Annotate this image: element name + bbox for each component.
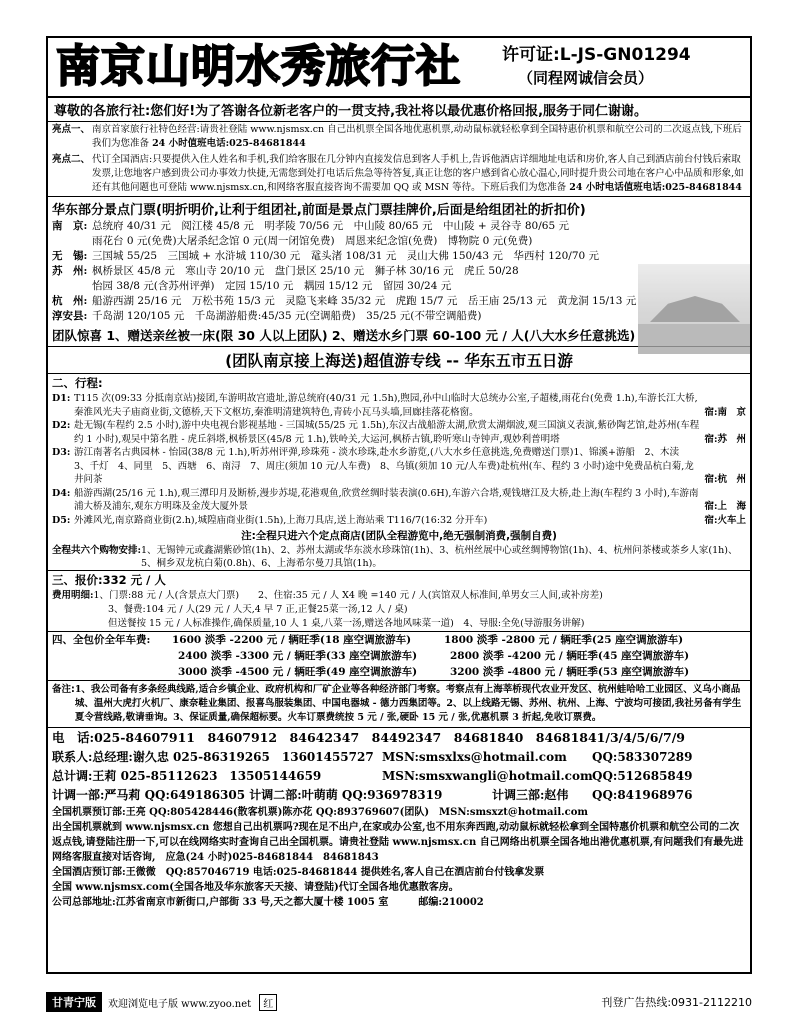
highlight-text: 南京首家旅行社特色经营:请贵社登陆 www.njsmsx.cn 自己出机票全国各地优惠机票,动动鼠标就轻松拿到全国特惠价机票和航空公司的二次返点钱,下班后我们为您准备	[92, 124, 742, 149]
itinerary-day	[48, 446, 750, 487]
contact-name: 计调一部:严马莉 QQ:649186305 计调二部:叶萌萌 QQ:936978319	[52, 788, 443, 802]
ticket-prices: 枫桥景区 45/8 元 寒山寺 20/10 元 盘门景区 25/10 元 狮子林 30/16 元 虎丘 50/28	[92, 265, 519, 277]
highlight-1	[48, 122, 750, 152]
fee-label: 费用明细:	[52, 590, 94, 601]
ticket-city	[52, 234, 92, 249]
hotel-booking: 全国酒店预订部:王微微 QQ:857046719 电话:025-84681844 提供姓名,客人自己在酒店前台付钱拿发票	[52, 867, 545, 878]
ticket-city: 南 京:	[52, 220, 88, 232]
contact-name: 总计调:王莉 025-85112623 13505144659	[52, 769, 322, 783]
header	[48, 38, 750, 98]
ticket-center: 全国机票预订部:王亮 QQ:805428446(散客机票)陈亦花 QQ:893769607(团队) MSN:smsxzt@hotmail.com	[52, 807, 588, 818]
company-address: 公司总部地址:江苏省南京市新街口,户部街 33 号,天之都大厦十楼 1005 室 邮编:210002	[52, 897, 484, 908]
highlight-hotline: 24 小时电话值班电话:025-84681844	[569, 182, 742, 193]
itinerary-day	[48, 514, 750, 528]
contact-qq: QQ:841968976	[592, 788, 693, 802]
ticket-row	[48, 249, 750, 264]
charter-price: 3000 淡季 -4500 元 / 辆旺季(49 座空调旅游车)	[178, 666, 418, 678]
day-stay: 宿:上 海	[704, 501, 746, 512]
remarks-text: 1、我公司备有多条经典线路,适合乡镇企业、政府机构和厂矿企业等各种经济部门考察。考察点有上海莘桥现代农业开发区、杭州蛙哈哈工业园区、义乌小商品城、温州大虎打火机厂、康奈鞋业集团、报喜鸟服装集团、中国电器城 - 德力西集团等。2、以上线路无锡、苏州、杭州、上海、宁波均可接团,我社另备有学生夏令营线路,敬请垂询。3、保证质量,确保超标要。火车订票费统按 5 元 / 张,硬卧 15 元 / 张,优惠机票 3 折起,免收订票费。	[74, 684, 742, 723]
ticket-city: 无 锡:	[52, 250, 88, 262]
charter-price: 2400 淡季 -3300 元 / 辆旺季(33 座空调旅游车)	[178, 650, 418, 662]
ticket-prices: 船游西湖 25/16 元 万松书苑 15/3 元 灵隐飞来峰 35/32 元 虎跑 15/7 元 岳王庙 25/13 元 黄龙洞 15/13 元	[92, 295, 637, 307]
ticket-city: 苏 州:	[52, 265, 88, 277]
footer-text: 欢迎浏览电子版 www.zyoo.net	[108, 998, 252, 1010]
contact-name: 联系人:总经理:谢久忠 025-86319265 13601455727	[52, 750, 374, 764]
day-stay: 宿:杭 州	[704, 474, 746, 485]
day-stay: 宿:火车上	[704, 514, 746, 526]
highlight-2	[48, 152, 750, 196]
charter-label: 四、全包价全年车费:	[52, 634, 151, 646]
day-text: T115 次(09:33 分抵南京站)接团,车游明故宫遗址,游总统府(40/31 元 1.5h),煦园,孙中山临时大总统办公室,子超楼,雨花台(免费 1.h),车游长江大桥,秦淮风光夫子庙商业街,文德桥,天下文枢坊,秦淮明清建筑特色,青砖小瓦马头墙,回廊挂落花格窗。	[74, 393, 698, 418]
ticket-section-title: 华东部分景点门票(明折明价,让利于组团社,前面是景点门票挂牌价,后面是给组团社的折扣价)	[52, 203, 586, 218]
contact-msn: MSN:smsxlxs@hotmail.com	[382, 750, 567, 764]
contact-name: 计调三部:赵伟	[492, 788, 569, 802]
remarks	[48, 681, 750, 727]
contact-depts	[48, 786, 750, 805]
ticket-prices: 雨花台 0 元(免费)大屠杀纪念馆 0 元(周一闭馆免费) 周恩来纪念馆(免费) 博物院 0 元(免费)	[92, 235, 533, 247]
day-label: D5:	[52, 514, 71, 526]
day-text: 船游西湖(25/16 元 1.h),观三潭印月及断桥,漫步苏堤,花港观鱼,欣赏丝绸时装表演(0.6H),车游六合塔,观钱塘江及大桥,赴上海(车程约 3 小时),车游南浦大桥及浦东,观东方明珠及金茂大厦外景	[74, 487, 699, 512]
day-text: 赴无锡(车程约 2.5 小时),游中央电视台影视基地 - 三国城(55/25 元 1.5h),东汉古战船游太湖,欣赏太湖烟波,观三国演义表演,紫砂陶艺馆,赴苏州(车程约 1 小时),观吴中第名胜 - 虎丘斜塔,枫桥景区(45/8 元 1.h),铁岭关,大运河,枫桥古镇,聆听寒山寺钟声,观妙利普明塔	[74, 420, 700, 445]
itinerary-day	[48, 392, 750, 419]
shopping-label: 全程共六个购物安排:	[52, 545, 142, 556]
ticket-promo: 出全国机票就到 www.njsmsx.cn 您想自己出机票吗?现在足不出户,在家或办公室,也不用东奔西跑,动动鼠标就轻松拿到全国特惠价机票和航空公司的二次返点钱,请登陆注册一下,可以在线网络实时查询自己出全国机票。请贵社登陆 www.njsmsx.cn 自己网络出机票全国各地出港优惠机票,有问题我们有最先进网络客服直接对话咨询, 应急(24 小时)025-84681844 84681843	[52, 822, 744, 863]
ticket-row	[48, 219, 750, 234]
itinerary-day	[48, 419, 750, 446]
highlight-label: 亮点二、	[52, 154, 91, 165]
charter-row	[48, 648, 750, 664]
day-label: D3:	[52, 447, 71, 458]
site-info: 全国 www.njsmsx.com(全国各地及华东旅客天天接、请登陆)代订全国各地优惠散客房。	[52, 882, 459, 893]
charter-price: 1800 淡季 -2800 元 / 辆旺季(25 座空调旅游车)	[444, 634, 684, 646]
fee-text: 3、餐费:104 元 / 人(29 元 / 人天,4 早 7 正,正餐25菜一汤,12 人 / 桌)	[108, 604, 408, 615]
phone-line: 电 话:025-84607911 84607912 84642347 84492347 84681840 84681841/3/4/5/6/7/9	[52, 730, 685, 745]
shopping-items: 1、无锡钟元或鑫湖紫砂馆(1h)、2、苏州太湖或华东淡水珍珠馆(1h)、3、杭州丝展中心或丝绸博物馆(1h)、4、杭州问茶楼或茶乡人家(1h)、5、桐乡双龙杭白菊(0.8h)、6、上海希尔曼刀具馆(1h)。	[141, 545, 738, 569]
itinerary-day	[48, 487, 750, 514]
day-text: 游江南著名古典园林 - 怡园(38/8 元 1.h),听苏州评弹,珍珠苑 - 淡水珍珠,赴水乡游览,(八大水乡任意挑选,免费赠送门票)1、锦溪+游船 2、木渎 3、千灯 4、同里 5、西塘 6、南浔 7、周庄(须加 10 元/人车费) 8、乌镇(须加 10 元/人车费)赴杭州(车、程约 3 小时)途中免费品杭白菊,龙井问茶	[74, 447, 694, 485]
ad-sheet	[46, 36, 752, 974]
color-tag: 红	[259, 994, 277, 1011]
highlight-hotline: 24 小时值班电话:025-84681844	[152, 138, 306, 149]
day-stay: 宿:苏 州	[704, 433, 746, 445]
itinerary-label: 二、行程:	[52, 376, 103, 390]
day-stay: 宿:南 京	[704, 406, 746, 418]
charter-price: 1600 淡季 -2200 元 / 辆旺季(18 座空调旅游车)	[172, 634, 412, 646]
fee-text: 但送餐按 15 元 / 人标准操作,确保质量,10 人 1 桌,八菜一汤,赠送各地风味菜一道) 4、导服:全免(导游服务讲解)	[108, 618, 585, 629]
day-label: D4:	[52, 487, 71, 499]
ticket-prices: 三国城 55/25 三国城 + 水浒城 110/30 元 鼋头渚 108/31 元 灵山大佛 150/43 元 华西村 120/70 元	[92, 250, 600, 262]
highlight-label: 亮点一、	[52, 124, 91, 135]
scenery-photo	[638, 264, 750, 354]
member-badge: （同程网诚信会员）	[518, 69, 654, 87]
ticket-prices: 怡园 38/8 元(含苏州评弹) 定园 15/10 元 耦园 15/12 元 留园 30/24 元	[92, 280, 452, 292]
shopping-list	[48, 544, 750, 570]
day-text: 外滩风光,南京路商业街(2.h),城隍庙商业街(1.5h),上海刀具店,送上海站乘 T116/7(16:32 分开车)	[74, 514, 488, 526]
contact-qq: QQ:512685849	[592, 769, 693, 783]
ticket-city: 杭 州:	[52, 295, 88, 307]
highlight-text: 代订全国酒店:只要提供入住人姓名和手机,我们给客服在几分钟内直接发信息到客人手机上,告诉他酒店详细地址电话和房价,客人自己到酒店前台付钱后索取发票,让您地客户感到贵公司办事效力快捷,无需您到处打电话后焦急等待答复,真正让您的客户感到省心放心温心,同时提升贵公司地在客户心中品质和形象,如还有其他问题也可登陆 www.njsmsx.cn,和网络客服直接咨询不需要加 QQ 或 MSN 等待。下班后我们为您准备	[92, 154, 744, 193]
charter-price: 2800 淡季 -4200 元 / 辆旺季(45 座空调旅游车)	[450, 650, 690, 662]
ticket-city	[52, 279, 92, 294]
fee-line	[48, 589, 750, 603]
shopping-note: 注:全程只进六个定点商店(团队全程游览中,绝无强制消费,强制自费)	[241, 530, 557, 542]
ticket-prices: 总统府 40/31 元 阅江楼 45/8 元 明孝陵 70/56 元 中山陵 80/65 元 中山陵 + 灵谷寺 80/65 元	[92, 220, 569, 232]
greeting: 尊敬的各旅行社:您们好!为了答谢各位新老客户的一贯支持,我社将以最优惠价格回报,服务于同仁谢谢。	[48, 98, 750, 122]
charter-row	[48, 664, 750, 680]
fee-line	[48, 603, 750, 617]
remarks-label: 备注:	[52, 684, 75, 695]
ticket-row	[48, 234, 750, 249]
fee-line	[48, 617, 750, 631]
license-number: 许可证:L-JS-GN01294	[502, 45, 691, 65]
contact-deputy	[48, 767, 750, 786]
ticket-city: 淳安县:	[52, 310, 88, 322]
edition-tag: 甘青宁版	[46, 992, 102, 1012]
brand-title: 南京山明水秀旅行社	[56, 41, 461, 92]
tour-title: (团队南京接上海送)超值游专线 -- 华东五市五日游	[48, 346, 750, 374]
charter-row	[48, 632, 750, 648]
fee-text: 1、门票:88 元 / 人(含景点大门票) 2、住宿:35 元 / 人 X4 晚 =140 元 / 人(宾馆双人标准间,单男女三人间,或补房差)	[93, 590, 603, 601]
price-label: 三、报价:332 元 / 人	[52, 573, 166, 587]
day-label: D2:	[52, 420, 71, 431]
charter-price: 3200 淡季 -4800 元 / 辆旺季(53 座空调旅游车)	[450, 666, 690, 678]
day-label: D1:	[52, 393, 71, 404]
ad-hotline: 刊登广告热线:0931-2112210	[601, 996, 752, 1009]
contact-qq: QQ:583307289	[592, 750, 693, 764]
ticket-prices: 千岛湖 120/105 元 千岛湖游船费:45/35 元(空调船费) 35/25 元(不带空调船费)	[92, 310, 482, 322]
group-promo: 团队惊喜 1、赠送亲丝被一床(限 30 人以上团队) 2、赠送水乡门票 60-100 元 / 人(八大水乡任意挑选)	[52, 328, 636, 343]
page-footer	[46, 992, 752, 1012]
contact-msn: MSN:smsxwangli@hotmail.com	[382, 769, 593, 783]
contact-gm	[48, 748, 750, 767]
